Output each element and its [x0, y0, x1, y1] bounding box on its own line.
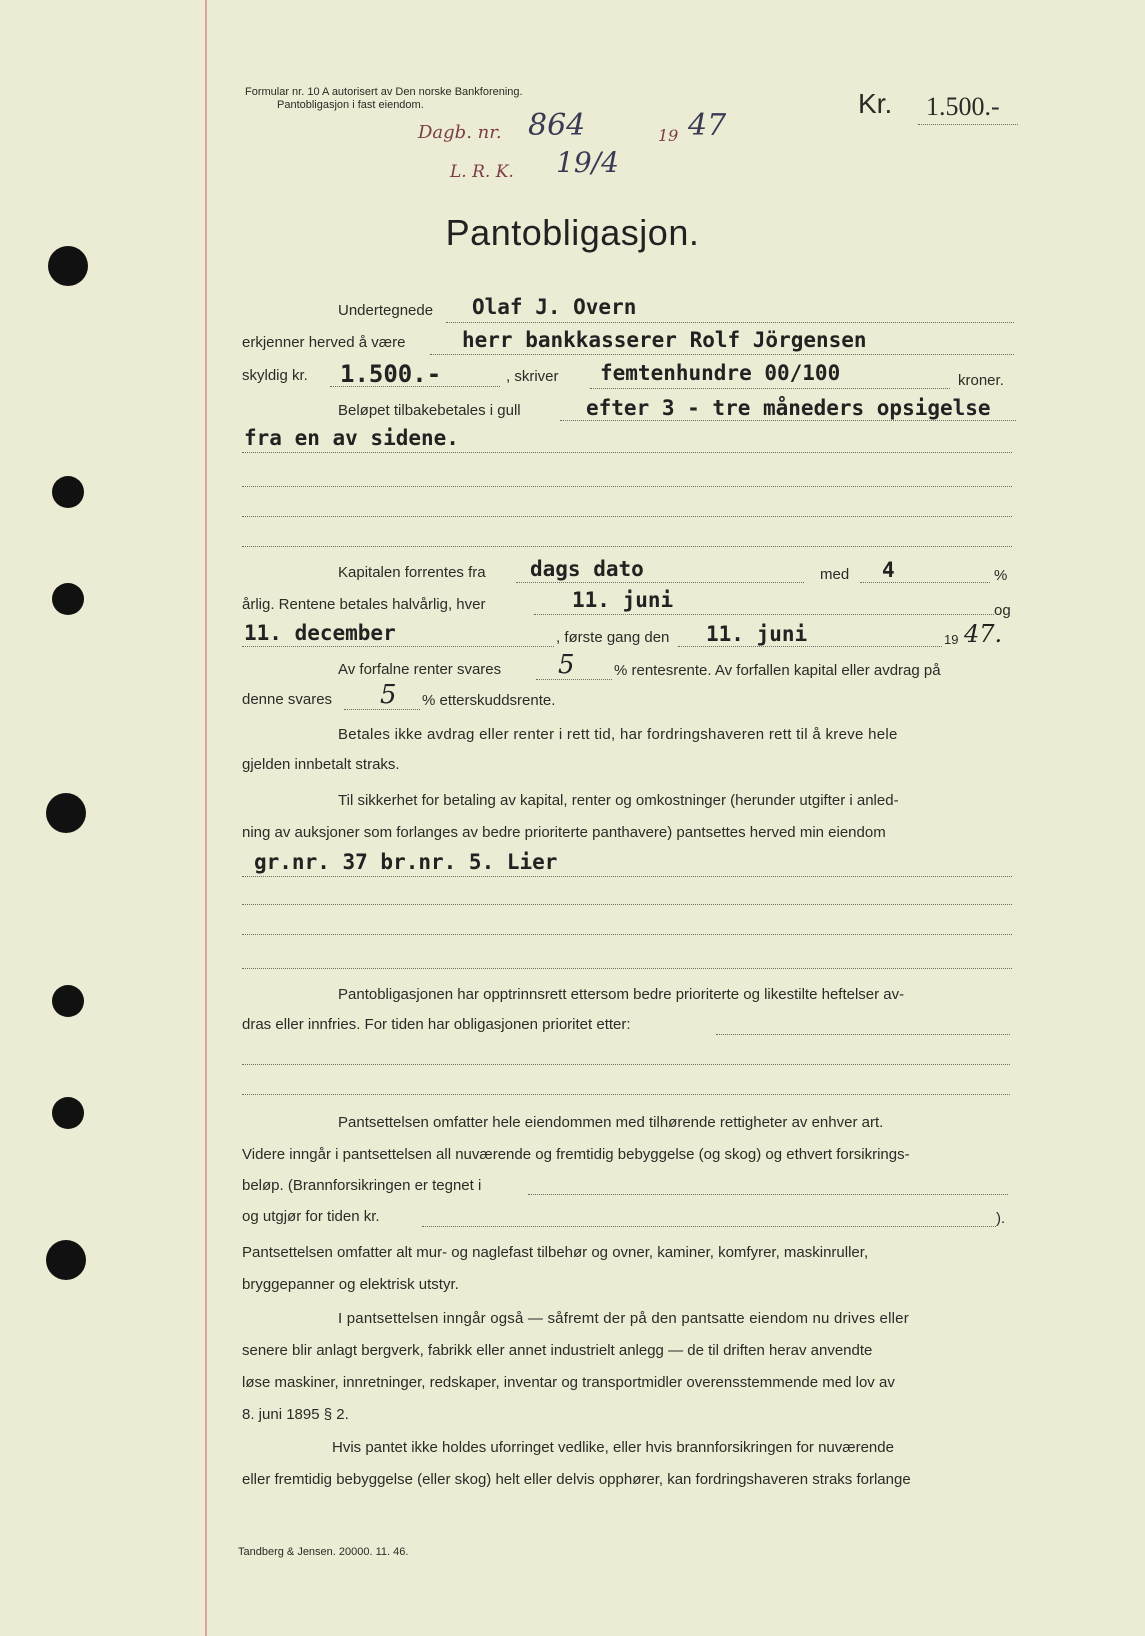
med-value: 4: [882, 558, 895, 582]
document-title: Pantobligasjon.: [445, 212, 700, 253]
hvis-line2: eller fremtidig bebyggelse (eller skog) helt eller delvis opphører, kan fordringshaveren straks forlange: [242, 1471, 911, 1488]
omfatter-line4-end: ).: [996, 1210, 1006, 1227]
amount-value: 1.500.-: [926, 92, 1000, 121]
undertegnede-value: Olaf J. Overn: [472, 295, 637, 319]
mur-line2: bryggepanner og elektrisk utstyr.: [242, 1276, 459, 1293]
form-note: [245, 86, 523, 112]
skyldig-label: skyldig kr.: [242, 367, 308, 384]
erkjenner-value: herr bankkasserer Rolf Jörgensen: [462, 328, 867, 352]
denne-label: denne svares: [242, 691, 333, 708]
mur-line1: Pantsettelsen omfatter alt mur- og naglefast tilbehør og ovner, kaminer, komfyrer, maskinruller,: [242, 1244, 869, 1261]
sikkerhet-line1: Til sikkerhet for betaling av kapital, renter og omkostninger (herunder utgifter i anled-: [338, 792, 899, 809]
med-percent: %: [994, 567, 1008, 584]
forfalne-label: Av forfalne renter svares: [338, 661, 502, 678]
etterskudd-label: % etterskuddsrente.: [422, 692, 556, 709]
punch-hole: [46, 793, 86, 833]
skriver-value: femtenhundre 00/100: [600, 361, 841, 385]
med-label: med: [820, 566, 850, 583]
registry-year: 47: [688, 108, 727, 143]
erkjenner-label: erkjenner herved å være: [242, 334, 406, 351]
omfatter-line4: og utgjør for tiden kr.: [242, 1208, 380, 1225]
skriver-label: , skriver: [506, 368, 559, 385]
betales-line2: gjelden innbetalt straks.: [242, 756, 400, 773]
inngar-line3: løse maskiner, innretninger, redskaper, inventar og transportmidler overensstemmende med lov av: [242, 1374, 895, 1391]
kroner-label: kroner.: [958, 372, 1004, 389]
registry-year-prefix: 19: [658, 126, 679, 145]
kapitalen-value: dags dato: [530, 557, 644, 581]
form-note-line2: Pantobligasjon i fast eiendom.: [277, 99, 424, 111]
opptrinn-line1: Pantobligasjonen har opptrinnsrett ettersom bedre prioriterte og likestilte heftelser av-: [338, 986, 905, 1003]
registry-second-line: L. R. K.: [450, 162, 514, 182]
forste-value: 11. juni: [706, 622, 808, 646]
year-prefix: 19: [944, 632, 959, 647]
property-value: gr.nr. 37 br.nr. 5. Lier: [254, 850, 558, 874]
arlig-value: 11. juni: [572, 588, 674, 612]
punch-hole: [52, 1097, 84, 1129]
betales-line1: Betales ikke avdrag eller renter i rett tid, har fordringshaveren rett til å kreve hele: [338, 726, 898, 743]
hvis-line1: Hvis pantet ikke holdes uforringet vedlike, eller hvis brannforsikringen for nuværende: [332, 1439, 894, 1456]
form-note-line1: Formular nr. 10 A autorisert av Den norske Bankforening.: [245, 86, 523, 98]
arlig-label: årlig. Rentene betales halvårlig, hver: [242, 596, 486, 613]
punch-hole: [52, 583, 84, 615]
registry-number: 864: [528, 108, 586, 143]
registry-label: Dagb. nr.: [418, 122, 502, 143]
punch-hole: [52, 476, 84, 508]
denne-value: 5: [380, 680, 397, 710]
registry-date: 19/4: [556, 146, 619, 179]
forfalne-value: 5: [558, 650, 575, 680]
sikkerhet-line2: ning av auksjoner som forlanges av bedre prioriterte panthavere) pantsettes herved min eiendom: [242, 824, 886, 841]
belopet-label: Beløpet tilbakebetales i gull: [338, 402, 521, 419]
inngar-line2: senere blir anlagt bergverk, fabrikk eller annet industrielt anlegg — de til driften herav anvendte: [242, 1342, 873, 1359]
punch-hole: [46, 1240, 86, 1280]
inngar-line1: I pantsettelsen inngår også — såfremt der på den pantsatte eiendom nu drives eller: [338, 1310, 909, 1327]
amount-label: Kr.: [858, 88, 893, 119]
omfatter-line3: beløp. (Brannforsikringen er tegnet i: [242, 1177, 482, 1194]
kapitalen-label: Kapitalen forrentes fra: [338, 564, 486, 581]
year-value: 47.: [964, 620, 1003, 648]
rentesrente-label: % rentesrente. Av forfallen kapital eller avdrag på: [614, 662, 941, 679]
omfatter-line1: Pantsettelsen omfatter hele eiendommen med tilhørende rettigheter av enhver art.: [338, 1114, 884, 1131]
belopet-value-line1: efter 3 - tre måneders opsigelse: [586, 396, 991, 420]
december-value: 11. december: [244, 621, 396, 645]
opptrinn-line2: dras eller innfries. For tiden har obligasjonen prioritet etter:: [242, 1016, 631, 1033]
omfatter-line2: Videre inngår i pantsettelsen all nuværende og fremtidig bebyggelse (og skog) og ethvert forsikrings-: [242, 1146, 910, 1163]
undertegnede-label: Undertegnede: [338, 302, 434, 319]
forste-label: , første gang den: [556, 629, 670, 646]
skyldig-value: 1.500.-: [340, 360, 442, 388]
og-label: og: [994, 602, 1011, 619]
punch-hole: [52, 985, 84, 1017]
inngar-line4: 8. juni 1895 § 2.: [242, 1406, 349, 1423]
printer-imprint: Tandberg & Jensen. 20000. 11. 46.: [238, 1546, 409, 1558]
belopet-value-line2: fra en av sidene.: [244, 426, 459, 450]
